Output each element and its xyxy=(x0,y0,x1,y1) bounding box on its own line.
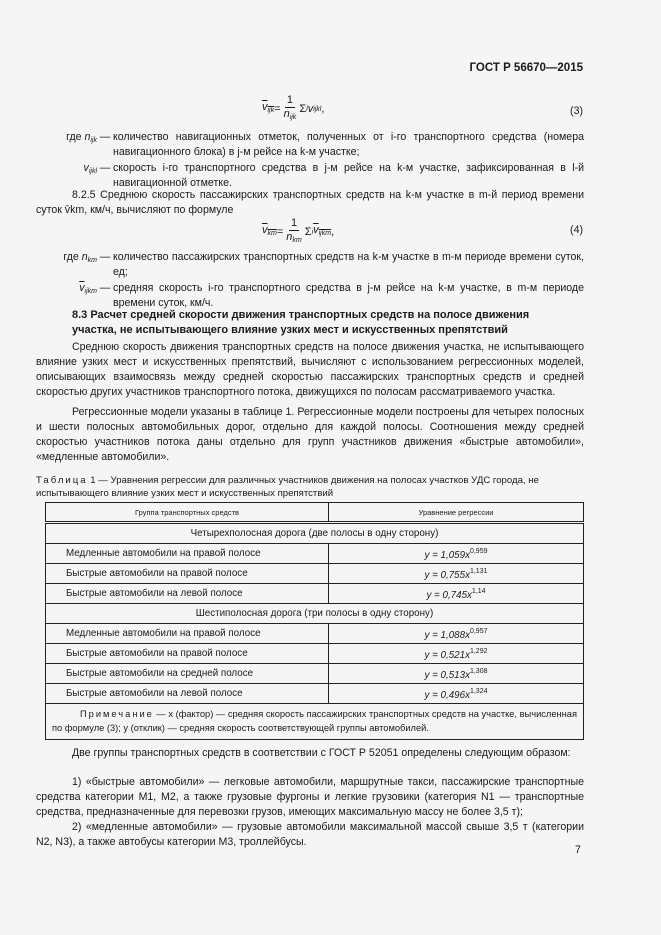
list-item: 2) «медленные автомобили» — грузовые автомобили максимальной массой свыше 3,5 т (категории N2, N3), а также автобусы категории М3, троллейбусы. xyxy=(36,821,584,848)
paragraph-8-2-5: 8.2.5 Среднюю скорость пассажирских транспортных средств на k-м участке в m-й период времени суток v̄km, км/ч, вычисляют по формуле xyxy=(36,189,584,216)
formula-3: $v_{ijk}$ = $\frac{1}{n_{ijk}}$ Σ l v ijkl , (3) xyxy=(0,92,661,132)
formula-3-lhs: $v_{ijk}$ xyxy=(262,101,275,114)
regression-table xyxy=(45,502,584,740)
table-row: Медленные автомобили на правой полосе $y = 1,059x^{0,959}$ xyxy=(46,544,584,564)
page-number: 7 xyxy=(575,844,581,856)
table-row: Быстрые автомобили на левой полосе $y = 0,745x^{1,14}$ xyxy=(46,584,584,604)
table-header-row xyxy=(46,503,584,523)
definition-row: $\overline{v}_{ijkm}$ — средняя скорость i-го транспортного средства в j-м рейсе на k-м участке, в m-м периоде времени суток, км/ч. xyxy=(79,282,584,309)
table-caption: Таблица 1 — Уравнения регрессии для различных участников движения на полосах участков УДС города, не испытывающего влияние узких мест и искусственных препятствий xyxy=(36,475,539,499)
formula-4-fraction: $\frac{1}{n_{km}}$ xyxy=(286,217,302,244)
column-header-equation: Уравнение регрессии xyxy=(329,503,584,523)
formula-3-fraction: $\frac{1}{n_{ijk}}$ xyxy=(283,94,297,121)
formula-4-definitions xyxy=(36,250,584,311)
formula-3-definitions xyxy=(36,130,584,191)
table-row: Быстрые автомобили на средней полосе $y = 0,513x^{1,308}$ xyxy=(46,664,584,684)
table-row: Медленные автомобили на правой полосе $y = 1,088x^{0,957}$ xyxy=(46,624,584,644)
definition-row: где $n_{km}$ — количество пассажирских транспортных средств на k-м участке в m-м периоде времени суток, ед; xyxy=(63,251,584,278)
table-group-row: Четырехполосная дорога (две полосы в одну сторону) xyxy=(46,523,584,544)
section-8-3-title: 8.3 Расчет средней скорости движения транспортных средств на полосе движения участка, не испытывающего влияние узких мест и искусственных препятствий xyxy=(72,309,530,336)
table-row: Быстрые автомобили на правой полосе $y = 0,755x^{1,131}$ xyxy=(46,564,584,584)
table-row: Быстрые автомобили на левой полосе $y = 0,496x^{1,324}$ xyxy=(46,684,584,704)
formula-3-number: (3) xyxy=(570,105,583,117)
table-row: Быстрые автомобили на правой полосе $y = 0,521x^{1,292}$ xyxy=(46,644,584,664)
document-header: ГОСТ Р 56670—2015 xyxy=(469,62,583,74)
formula-4-lhs: $v_{km}$ xyxy=(262,224,277,237)
formula-4-number: (4) xyxy=(570,224,583,236)
column-header-group: Группа транспортных средств xyxy=(46,503,329,523)
table-group-row: Шестиполосная дорога (три полосы в одну сторону) xyxy=(46,604,584,624)
body-paragraph: Две группы транспортных средств в соответствии с ГОСТ Р 52051 определены следующим образом: xyxy=(72,747,571,759)
table-note-row: Примечание — x (фактор) — средняя скорость пассажирских транспортных средств на участке, вычисленная по формуле (3); y (отклик) — средняя скорость соответствующей группы автомобилей. xyxy=(46,704,584,740)
definition-row: $v_{ijkl}$ — скорость i-го транспортного средства в j-м рейсе на k-м участке, зафиксированная в l-й навигационной отметке. xyxy=(83,162,584,189)
body-paragraph: Регрессионные модели указаны в таблице 1. Регрессионные модели построены для четырех полосных и шести полосных автомобильных дорог, отдельно для каждой полосы. Соотношения между средней скоростью участников потока даны отдельно для групп участников движения «быстрые автомобили», «медленные автомобили». xyxy=(36,406,584,463)
list-item: 1) «быстрые автомобили» — легковые автомобили, маршрутные такси, пассажирские транспортные средства категории М1, М2, а также грузовые фургоны и легкие грузовики (категория N1 — транспортные средства, предназначенные для перевозки грузов, имеющих максимальную массу не более 3,5 т); xyxy=(36,776,584,818)
formula-4: $v_{km}$ = $\frac{1}{n_{km}}$ Σ i $v_{ijkm}$ , (4) xyxy=(0,215,661,255)
definition-row: где $n_{ijk}$ — количество навигационных отметок, полученных от i-го транспортного средства (номера навигационного блока) в j-м рейсе на k-м участке; xyxy=(66,131,584,158)
body-paragraph: Среднюю скорость движения транспортных средств на полосе движения участка, не испытывающего влияние узких мест и искусственных препятствий, вычисляют с использованием регрессионных моделей, описывающих взаимосвязь между средней скоростью пассажирских транспортных средств и средней скоростью других участников транспортного потока, движущихся по полосам рассматриваемого участка. xyxy=(36,341,584,398)
